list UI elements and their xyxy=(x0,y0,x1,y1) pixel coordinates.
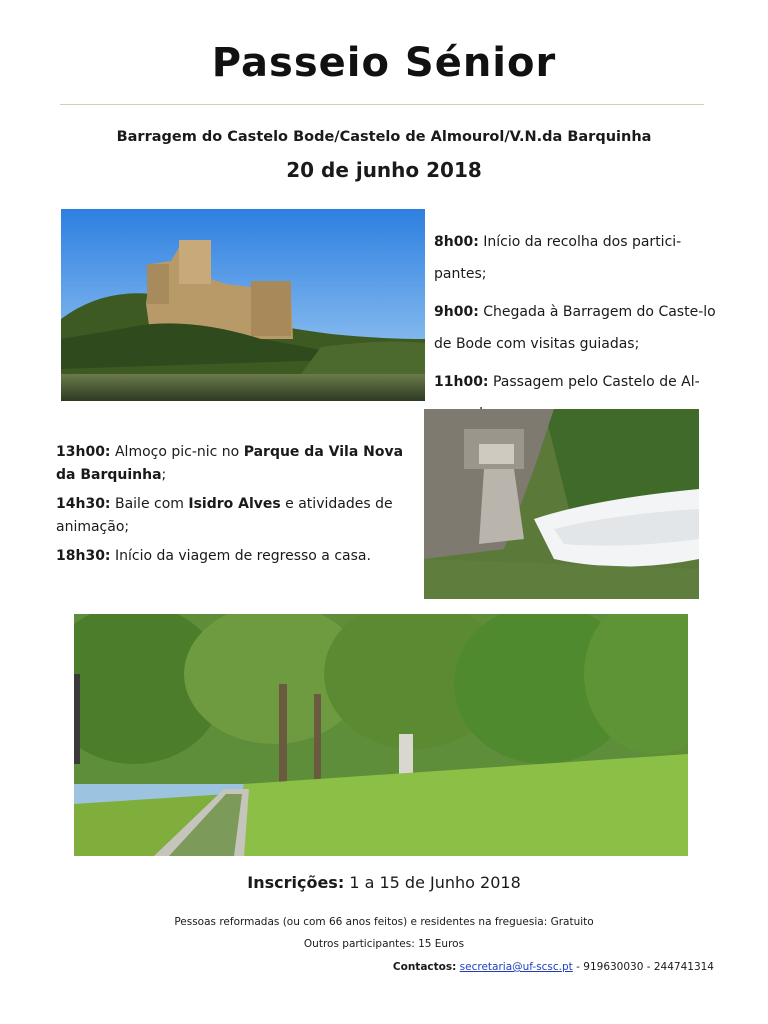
park-photo xyxy=(74,614,688,856)
price-note-others: Outros participantes: 15 Euros xyxy=(303,938,465,950)
schedule-item: 18h30: Início da viagem de regresso a casa. xyxy=(56,548,371,564)
schedule-afternoon xyxy=(56,441,406,574)
email-link[interactable]: secretaria@uf-scsc.pt xyxy=(459,961,573,973)
schedule-item: 8h00: Início da recolha dos partici-pantes; xyxy=(434,234,682,282)
schedule-item: 11h00: Passagem pelo Castelo de Al- xyxy=(434,374,700,390)
route-subtitle: Barragem do Castelo Bode/Castelo de Almourol/V.N.da Barquinha xyxy=(116,129,652,145)
title-divider xyxy=(60,104,704,105)
schedule-item: 9h00: Chegada à Barragem do Caste-lo de Bode com visitas guiadas; xyxy=(434,304,716,352)
castle-photo xyxy=(61,209,425,401)
schedule-morning xyxy=(434,226,724,436)
page-title: Passeio Sénior xyxy=(211,40,557,86)
dam-photo xyxy=(424,409,699,599)
schedule-item: 14h30: Baile com Isidro Alves e atividades de animação; xyxy=(56,496,393,535)
contacts: Contactos: secretaria@uf-scsc.pt - 919630030 - 244741314 xyxy=(392,961,714,973)
registration-period: Inscrições: 1 a 15 de Junho 2018 xyxy=(247,873,521,892)
schedule-item: 13h00: Almoço pic-nic no Parque da Vila Nova da Barquinha; xyxy=(56,444,404,483)
price-note-residents: Pessoas reformadas (ou com 66 anos feitos) e residentes na freguesia: Gratuito xyxy=(174,916,594,928)
event-date: 20 de junho 2018 xyxy=(286,158,482,182)
